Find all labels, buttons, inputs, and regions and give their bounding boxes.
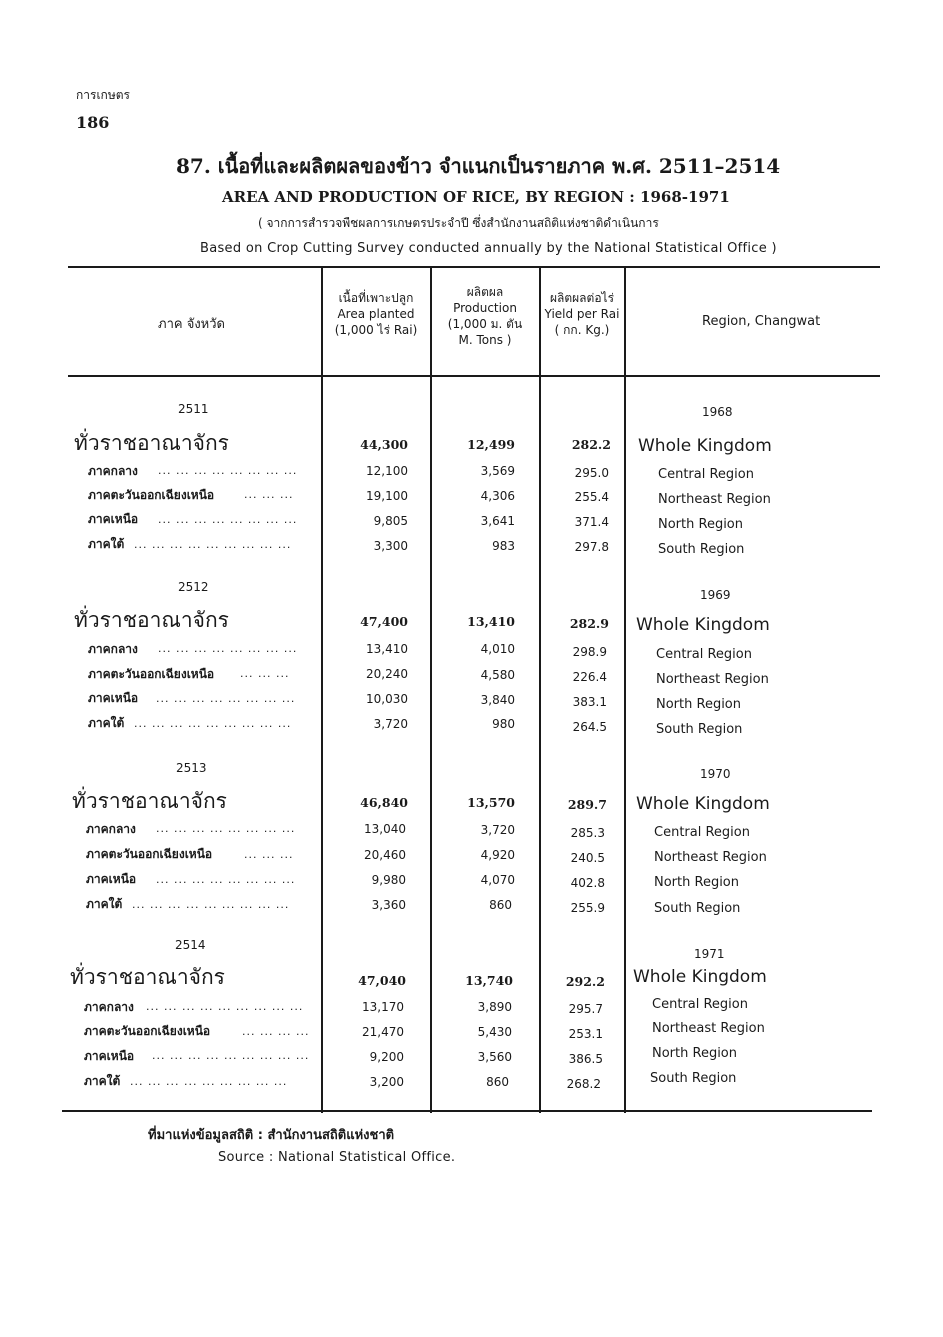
region-yield: 295.7 [568, 1002, 603, 1016]
region-label-english: Northeast Region [654, 850, 767, 865]
column-divider [539, 268, 541, 1113]
region-area: 20,460 [364, 848, 406, 862]
region-label-thai: ภาคตะวันออกเฉียงเหนือ [88, 667, 215, 681]
region-area: 13,170 [362, 1000, 404, 1014]
column-header-line: M. Tons ) [458, 333, 512, 347]
total-area: 47,040 [358, 973, 406, 988]
year-label-thai: 2513 [176, 761, 207, 775]
whole-kingdom-label-english: Whole Kingdom [636, 615, 770, 635]
region-yield: 264.5 [572, 720, 607, 734]
year-label-thai: 2514 [175, 938, 206, 952]
leader-dots: ... ... ... ... ... ... ... ... [158, 513, 298, 526]
leader-dots: ... ... ... ... ... ... ... ... ... [134, 717, 292, 730]
leader-dots: ... ... ... ... ... ... ... ... ... [130, 1075, 288, 1088]
region-area: 10,030 [366, 692, 408, 706]
region-yield: 297.8 [574, 540, 609, 554]
region-label-thai: ภาคกลาง [84, 1000, 134, 1014]
table-top-rule [68, 266, 880, 268]
region-label-english: North Region [656, 697, 741, 712]
region-area: 13,410 [366, 642, 408, 656]
region-label-english: North Region [658, 517, 743, 532]
region-label-thai: ภาคใต้ [88, 537, 125, 551]
total-production: 13,410 [467, 614, 515, 629]
table-bottom-rule [62, 1110, 872, 1112]
region-label-english: Northeast Region [658, 492, 771, 507]
region-yield: 383.1 [572, 695, 607, 709]
region-production: 3,890 [477, 1000, 512, 1014]
column-header-line: (1,000 ม. ตัน [447, 317, 523, 331]
region-label-thai: ภาคเหนือ [84, 1049, 135, 1063]
whole-kingdom-label-thai: ทั่วราชอาณาจักร [74, 431, 229, 455]
region-label-thai: ภาคใต้ [88, 716, 125, 730]
total-production: 12,499 [467, 437, 515, 452]
leader-dots: ... ... ... ... [242, 1025, 310, 1038]
leader-dots: ... ... ... ... ... ... ... ... [156, 873, 296, 886]
region-yield: 371.4 [574, 515, 609, 529]
leader-dots: ... ... ... ... ... ... ... ... ... [146, 1000, 304, 1013]
column-header-yield [540, 290, 624, 338]
leader-dots: ... ... ... ... ... ... ... ... [158, 642, 298, 655]
region-label-thai: ภาคตะวันออกเฉียงเหนือ [86, 847, 213, 861]
leader-dots: ... ... ... ... ... ... ... ... ... [132, 898, 290, 911]
region-label-english: South Region [654, 901, 741, 916]
total-area: 44,300 [360, 437, 408, 452]
region-label-english: North Region [654, 875, 739, 890]
region-area: 13,040 [364, 822, 406, 836]
region-yield: 386.5 [568, 1052, 603, 1066]
leader-dots: ... ... ... ... ... ... ... ... [156, 692, 296, 705]
column-header-line: Production [453, 301, 517, 315]
year-label-english: 1969 [700, 588, 731, 602]
source-note-english: Source : National Statistical Office. [218, 1150, 456, 1165]
region-production: 3,720 [480, 823, 515, 837]
table-title-english: AREA AND PRODUCTION OF RICE, BY REGION : 1968-1971 [222, 188, 730, 206]
total-area: 46,840 [360, 795, 408, 810]
page-number: 186 [76, 113, 110, 132]
leader-dots: ... ... ... ... ... ... ... ... [156, 822, 296, 835]
column-header-region-english: Region, Changwat [702, 314, 821, 329]
column-header-line: เนื้อที่เพาะปลูก [338, 291, 414, 305]
total-area: 47,400 [360, 614, 408, 629]
column-header-line: ผลิตผล [466, 285, 504, 299]
region-label-english: Northeast Region [656, 672, 769, 687]
region-area: 20,240 [366, 667, 408, 681]
total-yield: 292.2 [565, 974, 605, 989]
region-area: 9,805 [373, 514, 408, 528]
region-production: 5,430 [477, 1025, 512, 1039]
region-production: 3,840 [480, 693, 515, 707]
region-production: 4,580 [480, 668, 515, 682]
region-area: 3,720 [373, 717, 408, 731]
region-yield: 255.9 [570, 901, 605, 915]
whole-kingdom-label-english: Whole Kingdom [638, 436, 772, 456]
column-header-line: Area planted [337, 307, 415, 321]
region-area: 9,980 [371, 873, 406, 887]
region-label-english: Central Region [654, 825, 750, 840]
region-label-thai: ภาคตะวันออกเฉียงเหนือ [84, 1024, 211, 1038]
whole-kingdom-label-thai: ทั่วราชอาณาจักร [74, 608, 229, 632]
region-label-english: South Region [656, 722, 743, 737]
region-area: 9,200 [369, 1050, 404, 1064]
region-label-thai: ภาคเหนือ [88, 512, 139, 526]
region-area: 12,100 [366, 464, 408, 478]
column-header-line: Yield per Rai [544, 307, 620, 321]
column-header-line: (1,000 ไร่ Rai) [334, 323, 418, 337]
leader-dots: ... ... ... ... ... ... ... ... [158, 464, 298, 477]
region-area: 3,360 [371, 898, 406, 912]
total-yield: 282.2 [571, 437, 611, 452]
column-header-area [322, 290, 430, 338]
region-production: 980 [492, 717, 515, 731]
table-title-thai: 87. เนื้อที่และผลิตผลของข้าว จำแนกเป็นรายภาค พ.ศ. 2511–2514 [176, 154, 781, 178]
region-yield: 285.3 [570, 826, 605, 840]
region-yield: 226.4 [572, 670, 607, 684]
region-yield: 255.4 [574, 490, 609, 504]
leader-dots: ... ... ... ... ... ... ... ... ... [134, 538, 292, 551]
region-production: 4,010 [480, 642, 515, 656]
region-label-thai: ภาคเหนือ [86, 872, 137, 886]
region-label-thai: ภาคกลาง [86, 822, 136, 836]
region-production: 860 [489, 898, 512, 912]
table-note-thai: ( จากการสำรวจพืชผลการเกษตรประจำปี ซึ่งสำนักงานสถิติแห่งชาติดำเนินการ [258, 216, 659, 230]
region-production: 3,641 [480, 514, 515, 528]
source-note-thai: ที่มาแห่งข้อมูลสถิติ : สำนักงานสถิติแห่งชาติ [148, 1128, 395, 1143]
region-label-thai: ภาคเหนือ [88, 691, 139, 705]
column-header-region-thai: ภาค จังหวัด [158, 317, 225, 332]
region-yield: 240.5 [570, 851, 605, 865]
region-yield: 402.8 [570, 876, 605, 890]
region-yield: 268.2 [566, 1077, 601, 1091]
region-label-english: Central Region [656, 647, 752, 662]
table-note-english: Based on Crop Cutting Survey conducted annually by the National Statistical Office ) [200, 241, 777, 256]
region-label-english: South Region [650, 1071, 737, 1086]
region-label-english: Northeast Region [652, 1021, 765, 1036]
leader-dots: ... ... ... [244, 488, 294, 501]
year-label-english: 1971 [694, 947, 725, 961]
region-area: 21,470 [362, 1025, 404, 1039]
column-divider [624, 268, 626, 1113]
region-label-thai: ภาคใต้ [84, 1074, 121, 1088]
region-label-english: South Region [658, 542, 745, 557]
year-label-english: 1970 [700, 767, 731, 781]
region-production: 860 [486, 1075, 509, 1089]
leader-dots: ... ... ... [244, 848, 294, 861]
region-label-thai: ภาคกลาง [88, 642, 138, 656]
region-yield: 253.1 [568, 1027, 603, 1041]
region-label-thai: ภาคใต้ [86, 897, 123, 911]
year-label-english: 1968 [702, 405, 733, 419]
leader-dots: ... ... ... ... ... ... ... ... ... [152, 1049, 310, 1062]
total-production: 13,570 [467, 795, 515, 810]
region-production: 3,560 [477, 1050, 512, 1064]
whole-kingdom-label-thai: ทั่วราชอาณาจักร [70, 965, 225, 989]
region-area: 3,200 [369, 1075, 404, 1089]
region-area: 19,100 [366, 489, 408, 503]
leader-dots: ... ... ... [240, 667, 290, 680]
column-divider [321, 268, 323, 1113]
region-production: 4,070 [480, 873, 515, 887]
column-divider [430, 268, 432, 1113]
region-label-thai: ภาคกลาง [88, 464, 138, 478]
column-header-production [431, 284, 539, 348]
region-yield: 298.9 [572, 645, 607, 659]
whole-kingdom-label-english: Whole Kingdom [636, 794, 770, 814]
total-production: 13,740 [465, 973, 513, 988]
region-area: 3,300 [373, 539, 408, 553]
total-yield: 289.7 [567, 797, 607, 812]
total-yield: 282.9 [569, 616, 609, 631]
region-yield: 295.0 [574, 466, 609, 480]
column-header-line: ผลิตผลต่อไร่ [549, 291, 615, 305]
running-header: การเกษตร [76, 88, 130, 102]
region-label-thai: ภาคตะวันออกเฉียงเหนือ [88, 488, 215, 502]
region-production: 3,569 [480, 464, 515, 478]
region-label-english: North Region [652, 1046, 737, 1061]
header-bottom-rule [68, 375, 880, 377]
region-label-english: Central Region [652, 997, 748, 1012]
year-label-thai: 2512 [178, 580, 209, 594]
whole-kingdom-label-thai: ทั่วราชอาณาจักร [72, 789, 227, 813]
column-header-line: ( กก. Kg.) [554, 323, 610, 337]
whole-kingdom-label-english: Whole Kingdom [633, 967, 767, 987]
region-production: 983 [492, 539, 515, 553]
region-production: 4,306 [480, 489, 515, 503]
region-label-english: Central Region [658, 467, 754, 482]
year-label-thai: 2511 [178, 402, 209, 416]
region-production: 4,920 [480, 848, 515, 862]
